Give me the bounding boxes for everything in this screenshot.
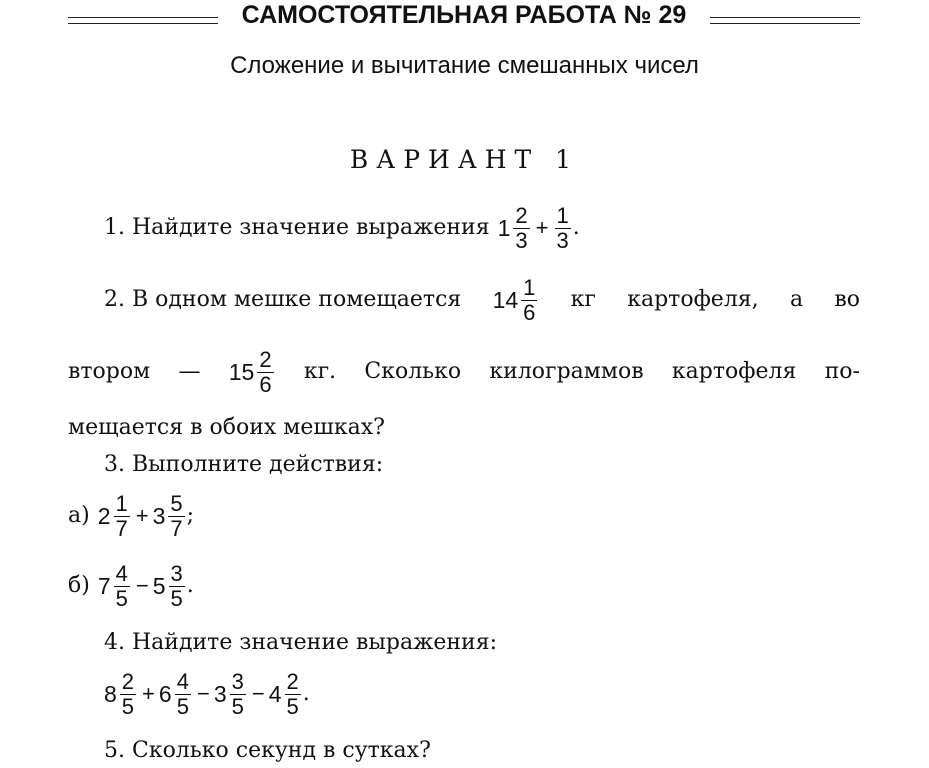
fraction	[168, 492, 184, 541]
task-2-text-start: 2. В одном мешке помещается	[104, 287, 462, 312]
word: картофеля	[671, 359, 797, 384]
semicolon: ;	[186, 503, 195, 528]
part-a-mixed-number-1	[98, 492, 132, 541]
numerator: 2	[121, 668, 135, 694]
whole-part: 4	[268, 681, 282, 707]
denominator: 5	[286, 693, 299, 719]
denominator: 6	[259, 371, 272, 397]
fraction	[114, 492, 130, 541]
fraction	[169, 562, 185, 611]
period: .	[302, 681, 310, 706]
whole-part: 14	[492, 287, 519, 313]
task-2-line-1	[104, 268, 860, 332]
task-4-expression	[104, 664, 310, 724]
task-1-mixed-number	[498, 204, 532, 253]
task-3-text: 3. Выполните действия:	[104, 452, 384, 477]
task-4-text: 4. Найдите значение выражения:	[104, 630, 497, 655]
part-a-mixed-number-2	[153, 492, 187, 541]
task-4-mixed-number-2	[159, 670, 193, 719]
fraction	[175, 670, 191, 719]
part-b-label: б)	[68, 573, 90, 598]
denominator: 5	[176, 693, 189, 719]
numerator: 2	[286, 668, 299, 694]
numerator: 3	[231, 668, 244, 694]
task-4-mixed-number-1	[104, 670, 138, 719]
whole-part: 3	[152, 503, 166, 529]
numerator: 2	[259, 346, 272, 372]
whole-part: 7	[97, 573, 111, 599]
denominator: 7	[170, 515, 183, 541]
task-3-part-b	[68, 556, 194, 616]
numerator: 4	[176, 668, 189, 694]
numerator: 1	[556, 202, 569, 228]
task-5-text: 5. Сколько секунд в сутках?	[104, 738, 431, 763]
whole-part: 6	[158, 681, 172, 707]
whole-part: 1	[497, 215, 511, 241]
task-2-mixed-number-1	[493, 276, 540, 325]
word: Сколько	[364, 359, 462, 384]
denominator: 3	[556, 227, 569, 253]
denominator: 5	[115, 585, 128, 611]
part-a-label: а)	[68, 503, 90, 528]
word: втором	[68, 359, 151, 384]
plus-sign: +	[142, 681, 155, 706]
word: по-	[824, 359, 860, 384]
task-2-line-2	[68, 340, 860, 404]
task-4-mixed-number-3	[214, 670, 248, 719]
task-3	[104, 450, 383, 480]
denominator: 5	[170, 585, 183, 611]
worksheet-header	[68, 0, 860, 34]
fraction	[285, 670, 301, 719]
part-b-mixed-number-2	[153, 562, 187, 611]
numerator: 1	[115, 490, 128, 516]
numerator: 3	[170, 560, 183, 586]
fraction	[513, 204, 529, 253]
whole-part: 5	[152, 573, 166, 599]
plus-sign: +	[135, 503, 149, 528]
minus-sign: −	[135, 573, 149, 598]
denominator: 7	[115, 515, 128, 541]
variant-heading: ВАРИАНТ 1	[349, 145, 580, 174]
dash: —	[178, 359, 201, 384]
period: .	[186, 573, 194, 598]
minus-sign: −	[251, 681, 265, 706]
denominator: 3	[515, 227, 528, 253]
period: .	[572, 215, 580, 240]
task-2-mixed-number-2	[229, 348, 276, 397]
fraction	[230, 670, 246, 719]
plus-sign: +	[535, 215, 549, 240]
word: картофеля,	[627, 287, 759, 312]
word: во	[834, 287, 860, 312]
part-b-mixed-number-1	[98, 562, 132, 611]
fraction	[521, 276, 537, 325]
task-1-text: 1. Найдите значение выражения	[104, 215, 490, 240]
whole-part: 15	[228, 359, 255, 385]
whole-part: 2	[97, 503, 111, 529]
task-5	[104, 736, 431, 766]
task-2-line-3	[68, 413, 385, 443]
whole-part: 8	[104, 681, 117, 707]
numerator: 2	[515, 202, 528, 228]
word: килограммов	[489, 359, 644, 384]
fraction	[555, 204, 571, 253]
header-rule-right	[710, 17, 860, 24]
denominator: 5	[231, 693, 244, 719]
denominator: 5	[121, 693, 135, 719]
word: кг	[570, 287, 596, 312]
numerator: 4	[115, 560, 128, 586]
word: кг.	[303, 359, 337, 384]
word: а	[789, 287, 804, 312]
whole-part: 3	[213, 681, 227, 707]
fraction	[120, 670, 136, 719]
task-2-text-end: мещается в обоих мешках?	[68, 415, 385, 440]
numerator: 5	[170, 490, 183, 516]
fraction	[114, 562, 130, 611]
worksheet-subtitle: Сложение и вычитание смешанных чисел	[230, 52, 699, 79]
numerator: 1	[523, 274, 536, 300]
fraction	[257, 348, 273, 397]
worksheet-title: САМОСТОЯТЕЛЬНАЯ РАБОТА № 29	[241, 1, 687, 29]
denominator: 6	[523, 299, 536, 325]
task-1	[104, 196, 580, 260]
task-3-part-a	[68, 486, 194, 546]
task-4-mixed-number-4	[269, 670, 303, 719]
task-4	[104, 628, 497, 658]
minus-sign: −	[196, 681, 210, 706]
task-1-fraction	[553, 204, 573, 253]
header-rule-left	[68, 17, 218, 24]
